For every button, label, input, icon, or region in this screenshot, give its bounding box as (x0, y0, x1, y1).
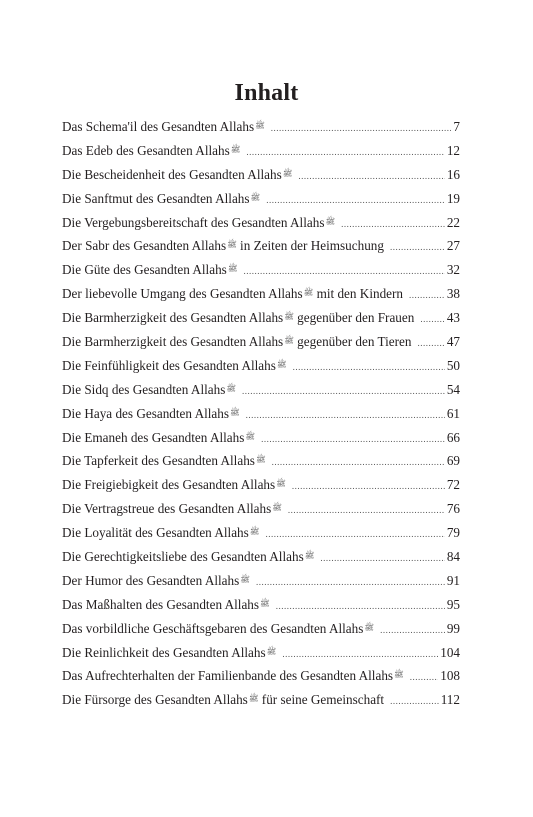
entry-title-text: Das Edeb des Gesandten Allahs (62, 142, 230, 158)
page-number: 54 (446, 381, 460, 397)
entry-title-text: Die Haya des Gesandten Allahs (62, 405, 229, 421)
entry-title-text: Die Reinlichkeit des Gesandten Allahs (62, 644, 266, 660)
entry-title (62, 305, 414, 330)
entry-title-text: Die Loyalität des Gesandten Allahs (62, 525, 249, 541)
entry-title (62, 329, 411, 354)
page-number: 99 (446, 620, 460, 636)
entry-title (62, 186, 260, 211)
entry-title (62, 162, 292, 187)
entry-title (62, 425, 255, 450)
entry-title (62, 138, 240, 163)
dot-leader (390, 690, 439, 714)
toc-entry (62, 329, 460, 353)
entry-title (62, 472, 286, 497)
dot-leader (390, 236, 445, 260)
toc-entry (62, 281, 460, 305)
dot-leader (256, 571, 445, 595)
honor-sign-glyph: ﷺ (245, 431, 256, 441)
table-of-contents (62, 114, 460, 711)
toc-entry (62, 640, 460, 664)
toc-entry (62, 210, 460, 234)
page-number: 43 (446, 310, 460, 326)
entry-title (62, 233, 384, 258)
toc-entry (62, 114, 460, 138)
honor-sign-glyph: ﷺ (226, 383, 237, 393)
entry-title (62, 448, 266, 473)
entry-title-continuation: mit den Kindern (313, 286, 404, 302)
honor-sign-glyph: ﷺ (276, 359, 287, 369)
dot-leader (288, 499, 445, 523)
honor-sign-glyph: ﷺ (249, 527, 260, 537)
entry-title (62, 544, 314, 569)
dot-leader (420, 308, 444, 332)
toc-entry (62, 592, 460, 616)
entry-title-text: Die Sanftmut des Gesandten Allahs (62, 190, 250, 206)
page-title: Inhalt (234, 80, 299, 107)
page-number: 61 (446, 405, 460, 421)
page-number: 16 (446, 166, 460, 182)
entry-title-continuation: in Zeiten der Heimsuchung (236, 238, 384, 254)
toc-entry (62, 305, 460, 329)
entry-title (62, 353, 287, 378)
toc-entry (62, 448, 460, 472)
toc-entry (62, 233, 460, 257)
dot-leader (320, 547, 444, 571)
page-number: 12 (446, 142, 460, 158)
entry-title (62, 210, 335, 235)
honor-sign-glyph: ﷺ (260, 598, 270, 608)
dot-leader (261, 428, 445, 452)
page-number: 91 (446, 572, 460, 588)
page-number: 32 (446, 262, 460, 278)
entry-title-continuation: gegenüber den Tieren (293, 334, 412, 350)
dot-leader (293, 356, 445, 380)
entry-title-text: Das Maßhalten des Gesandten Allahs (62, 596, 260, 612)
entry-title-text: Die Güte des Gesandten Allahs (62, 262, 227, 278)
entry-title-text: Die Barmherzigkeit des Gesandten Allahs (62, 334, 284, 350)
toc-entry (62, 162, 460, 186)
entry-title (62, 663, 404, 688)
entry-title-text: Das Schema'il des Gesandten Allahs (62, 119, 255, 134)
entry-title (62, 377, 236, 402)
entry-title-text: Die Fürsorge des Gesandten Allahs (62, 692, 248, 708)
page-number: 79 (446, 525, 460, 541)
entry-title-text: Die Tapferkeit des Gesandten Allahs (62, 453, 255, 469)
dot-leader (298, 165, 444, 189)
toc-entry (62, 186, 460, 210)
honor-sign-glyph: ﷺ (325, 216, 336, 226)
dot-leader (380, 619, 445, 643)
entry-title-text: Die Emaneh des Gesandten Allahs (62, 429, 245, 445)
entry-title (62, 496, 282, 521)
page-number: 84 (446, 549, 460, 565)
page-number: 66 (446, 429, 460, 445)
entry-title (62, 616, 374, 641)
honor-sign-glyph: ﷺ (282, 168, 293, 178)
honor-sign-glyph: ﷺ (304, 551, 315, 561)
toc-entry (62, 568, 460, 592)
dot-leader (271, 117, 452, 141)
entry-title (62, 687, 384, 712)
page-number: 112 (440, 692, 460, 708)
dot-leader (272, 451, 445, 475)
page-number: 95 (446, 596, 460, 612)
page-number: 76 (446, 501, 460, 517)
page-number: 104 (440, 644, 460, 660)
page-number: 7 (453, 119, 460, 134)
honor-sign-glyph: ﷺ (230, 144, 241, 154)
toc-entry (62, 544, 460, 568)
entry-title (62, 568, 250, 593)
toc-entry (62, 425, 460, 449)
entry-title-text: Die Barmherzigkeit des Gesandten Allahs (62, 310, 284, 326)
honor-sign-glyph: ﷺ (276, 479, 286, 489)
entry-title-text: Die Feinfühligkeit des Gesandten Allahs (62, 357, 276, 373)
page-number: 108 (440, 668, 460, 684)
honor-sign-glyph: ﷺ (255, 121, 265, 130)
honor-sign-glyph: ﷺ (248, 694, 259, 704)
entry-title-text: Das Aufrechterhalten der Familienbande des Gesandten Allahs (62, 668, 394, 684)
page-number: 47 (446, 334, 460, 350)
toc-entry (62, 353, 460, 377)
honor-sign-glyph: ﷺ (284, 336, 294, 346)
honor-sign-glyph: ﷺ (240, 574, 250, 584)
toc-entry (62, 472, 460, 496)
toc-entry (62, 257, 460, 281)
honor-sign-glyph: ﷺ (394, 670, 404, 680)
honor-sign-glyph: ﷺ (255, 455, 266, 465)
entry-title-text: Das vorbildliche Geschäftsgebaren des Gesandten Allahs (62, 620, 364, 636)
entry-title-text: Die Gerechtigkeitsliebe des Gesandten Allahs (62, 549, 304, 565)
page-number: 72 (446, 477, 460, 493)
entry-title-text: Der Humor des Gesandten Allahs (62, 572, 240, 588)
entry-title-text: Die Vergebungsbereitschaft des Gesandten Allahs (62, 214, 325, 230)
honor-sign-glyph: ﷺ (303, 288, 314, 298)
entry-title (62, 640, 276, 665)
dot-leader (246, 404, 445, 428)
entry-title (62, 281, 403, 306)
honor-sign-glyph: ﷺ (266, 646, 277, 656)
toc-entry (62, 616, 460, 640)
toc-entry (62, 377, 460, 401)
toc-entry (62, 496, 460, 520)
dot-leader (292, 475, 445, 499)
toc-entry (62, 520, 460, 544)
entry-title-continuation: für seine Gemeinschaft (258, 692, 385, 708)
page-number: 50 (446, 357, 460, 373)
toc-entry (62, 138, 460, 162)
entry-title (62, 592, 270, 617)
dot-leader (242, 380, 445, 404)
page-number: 19 (446, 190, 460, 206)
page-number: 27 (446, 238, 460, 254)
honor-sign-glyph: ﷺ (227, 264, 238, 274)
dot-leader (410, 666, 439, 690)
page-number: 22 (446, 214, 460, 230)
toc-entry (62, 401, 460, 425)
honor-sign-glyph: ﷺ (272, 503, 282, 513)
entry-title-text: Die Freigiebigkeit des Gesandten Allahs (62, 477, 276, 493)
entry-title (62, 520, 259, 545)
entry-title (62, 401, 240, 426)
honor-sign-glyph: ﷺ (250, 192, 261, 202)
dot-leader (409, 284, 445, 308)
page-number: 38 (446, 286, 460, 302)
entry-title (62, 257, 237, 282)
honor-sign-glyph: ﷺ (227, 240, 237, 250)
toc-entry (62, 687, 460, 711)
dot-leader (417, 332, 444, 356)
entry-title (62, 114, 265, 139)
entry-title-text: Der Sabr des Gesandten Allahs (62, 238, 227, 254)
page-number: 69 (446, 453, 460, 469)
entry-title-text: Die Bescheidenheit des Gesandten Allahs (62, 166, 282, 182)
entry-title-text: Die Sidq des Gesandten Allahs (62, 381, 226, 397)
honor-sign-glyph: ﷺ (230, 407, 240, 417)
entry-title-text: Der liebevolle Umgang des Gesandten Allahs (62, 286, 303, 302)
honor-sign-glyph: ﷺ (364, 622, 375, 632)
toc-entry (62, 663, 460, 687)
entry-title-continuation: gegenüber den Frauen (293, 310, 415, 326)
honor-sign-glyph: ﷺ (284, 312, 294, 322)
entry-title-text: Die Vertragstreue des Gesandten Allahs (62, 501, 272, 517)
